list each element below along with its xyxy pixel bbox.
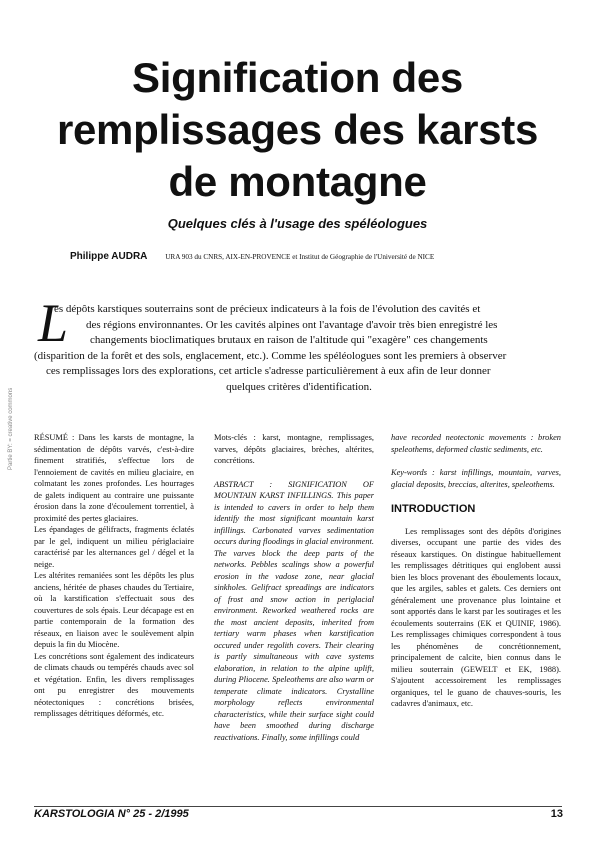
author-affiliation: URA 903 du CNRS, AIX-EN-PROVENCE et Institut de Géographie de l'Université de NICE <box>165 253 435 261</box>
byline <box>70 251 590 262</box>
introduction-paragraph: Les remplissages sont des dépôts d'origines diverses, occupant une partie des vides des réseaux karstiques. On distingue habituellement les remplissages détritiques qui englobent aussi bien les blocs provenant des éboulements locaux, que les argiles, sables et galets. Ces derniers ont généralement une provenance plus lointaine et sont apportés dans le karst par les soutirages et les écoulements souterrains (EK et QUINIF, 1986). Les remplissages chimiques correspondent à tous les phénomènes de concrétionnement, principalement de calcite, bien connus dans le milieu souterrain (GEWELT et EK, 1988). S'ajoutent accessoirement les remplissages organiques, tel le guano de chauves-souris, les cadavres d'animaux, etc. <box>391 526 561 708</box>
footer-divider <box>34 806 562 807</box>
lead-line: changements bioclimatiques brutaux en raison de l'altitude qui "exagère" ces changements <box>90 334 488 347</box>
column-3 <box>391 432 561 710</box>
lead-line: des régions environnantes. Or les cavités alpines ont l'avantage d'avoir très bien enregistré les <box>86 318 498 331</box>
lead-paragraph <box>34 302 564 396</box>
english-abstract: ABSTRACT : SIGNIFICATION OF MOUNTAIN KARST INFILLINGS. This paper is intended to cavers in order to help them identify the most significant mountain karst infillings. Carbonated varves sedimentation occurs during floodings in glacial environment. The varves block the deep parts of the networks. Pebbles scalings show a powerful erosion in the vadose zone, near glacial sinkholes. Gelifract spreadings are indicators of frost and snow action in periglacial environment. Reworked weathered rocks are the most ancient deposits, inherited from tertiary warm phases when karstification occured under regolith covers. Their clearing is partly simultaneous with cave systems elaboration, in relation to the alpine uplift, during Pliocene. Speleothems are also warm or temperate climate indicators. Crystalline morphology reflects environmental characteristics, while their surface sight could have been smoothed during discharge reactivations. Finally, some infillings could <box>214 479 374 742</box>
lead-line: (disparition de la forêt et des sols, englacement, etc.). Comme les spéléologues sont les premiers à observer <box>34 349 507 362</box>
resume-paragraph: Les altérites remaniées sont les dépôts les plus anciens, héritée de phases chaudes du Tertiaire, où la karstification s'effectuait sous des couvertures de sols épais. Leur décapage est en partie contemporain de la formation des réseaux, en liaison avec le soulèvement alpin depuis la fin du Miocène. <box>34 571 194 649</box>
title-line-3: de montagne <box>168 158 427 205</box>
resume-paragraph: RÉSUMÉ : Dans les karsts de montagne, la sédimentation de dépôts varvés, c'est-à-dire finement stratifiés, s'effectue lors de l'ennoiement de cavités en milieu glaciaire, en colmatant les zones profondes. Les hourrages de galets indiquent au contraire une puissante érosion dans la zone d'écoulement torrentiel, à proximité des pertes glaciaires. <box>34 433 194 523</box>
key-words: Key-words : karst infillings, mountain, varves, glacial deposits, breccias, alterites, speleothems. <box>391 468 561 489</box>
lead-line: quelques critères d'identification. <box>226 380 372 393</box>
lead-line: es dépôts karstiques souterrains sont de précieux indicateurs à la fois de l'évolution des cavités et <box>54 303 481 315</box>
abstract-continuation: have recorded neotectonic movements : broken speleothems, deformed clastic sediments, etc. <box>391 433 561 454</box>
section-heading: INTRODUCTION <box>391 503 476 515</box>
lead-line: ces remplissages lors des explorations, cet article s'adresse particulièrement à eux afin de leur donner <box>46 365 491 378</box>
author-name: Philippe AUDRA <box>70 251 148 262</box>
resume-paragraph: Les concrétions sont également des indicateurs de climats chauds ou tempérés chauds avec sol et végétation. Enfin, les divers remplissages ont pu enregistrer des mouvements néotectoniques : concrétions brisées, remplissages détritiques déformés, etc. <box>34 651 194 718</box>
journal-reference: KARSTOLOGIA N° 25 - 2/1995 <box>34 808 189 820</box>
creative-commons-badge <box>4 340 30 470</box>
column-2 <box>214 432 374 743</box>
page-number: 13 <box>550 808 563 820</box>
resume-paragraph: Les épandages de gélifracts, fragments éclatés par le gel, indiquent un milieu périglaciaire caractérisé par les alternances gel / dégel et la neige. <box>34 525 194 569</box>
title-line-1: Signification des <box>132 54 463 101</box>
article-title <box>0 52 595 208</box>
title-line-2: remplissages des karsts <box>56 106 539 153</box>
article-subtitle: Quelques clés à l'usage des spéléologues <box>167 216 428 231</box>
column-1 <box>34 432 194 720</box>
drop-cap: L <box>38 293 69 353</box>
license-text: Partie BY: = creative commons <box>8 387 14 470</box>
mots-cles: Mots-clés : karst, montagne, remplissages, varves, dépôts glaciaires, brèches, altérites, concrétions. <box>214 433 374 465</box>
